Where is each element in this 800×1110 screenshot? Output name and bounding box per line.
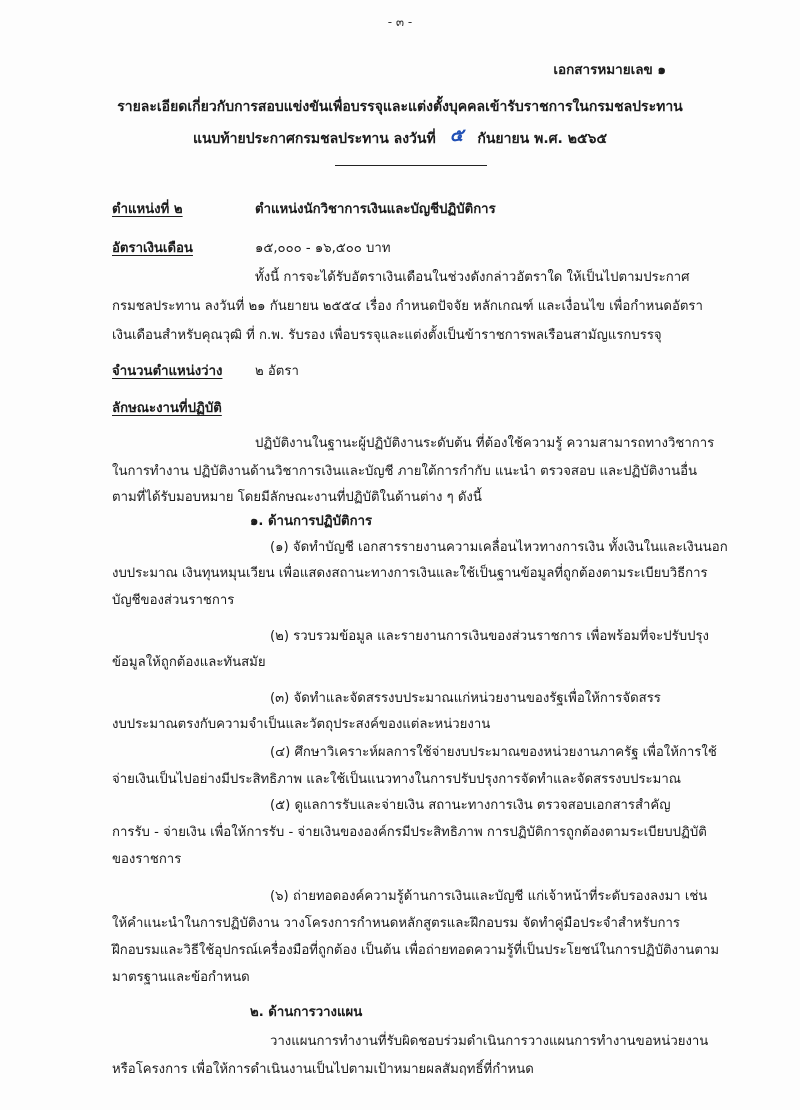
page-number: - ๓ - xyxy=(387,15,413,29)
section1-heading: ๑. ด้านการปฏิบัติการ xyxy=(250,514,373,529)
document-reference: เอกสารหมายเลข ๑ xyxy=(553,62,666,78)
salary-note-line: ทั้งนี้ การจะได้รับอัตราเงินเดือนในช่วงดังกล่าวอัตราใด ให้เป็นไปตามประกาศ xyxy=(255,270,690,285)
duty-item-5: (๕) ดูแลการรับและจ่ายเงิน สถานะทางการเงิน ตรวจสอบเอกสารสำคัญ xyxy=(270,798,671,813)
duty-item-2-cont: ข้อมูลให้ถูกต้องและทันสมัย xyxy=(112,655,266,670)
duty-item-1-cont: บัญชีของส่วนราชการ xyxy=(112,593,235,608)
salary-note-line: เงินเดือนสำหรับคุณวุฒิ ที่ ก.พ. รับรอง เพื่อบรรจุและแต่งตั้งเป็นข้าราชการพลเรือนสามัญแรกบรรจุ xyxy=(112,328,662,343)
document-title-line1: รายละเอียดเกี่ยวกับการสอบแข่งขันเพื่อบรรจุและแต่งตั้งบุคคลเข้ารับราชการในกรมชลประทาน xyxy=(117,99,683,115)
duty-item-5-cont: การรับ - จ่ายเงิน เพื่อให้การรับ - จ่ายเงินขององค์กรมีประสิทธิภาพ การปฏิบัติการถูกต้องตามระเบียบปฏิบัติ xyxy=(112,825,707,840)
salary-note-line: กรมชลประทาน ลงวันที่ ๒๑ กันยายน ๒๕๕๔ เรื่อง กำหนดปัจจัย หลักเกณฑ์ และเงื่อนไข เพื่อกำหนดอัตรา xyxy=(112,299,703,314)
header-divider xyxy=(335,165,487,166)
duty-item-4-cont: จ่ายเงินเป็นไปอย่างมีประสิทธิภาพ และใช้เป็นแนวทางในการปรับปรุงการจัดทำและจัดสรรงบประมาณ xyxy=(112,772,681,787)
duty-item-6: (๖) ถ่ายทอดองค์ความรู้ด้านการเงินและบัญชี แก่เจ้าหน้าที่ระดับรองลงมา เช่น xyxy=(270,889,708,904)
duty-item-3-cont: งบประมาณตรงกับความจำเป็นและวัตถุประสงค์ของแต่ละหน่วยงาน xyxy=(112,717,491,732)
salary-label: อัตราเงินเดือน xyxy=(112,241,193,256)
duty-item-6-cont: ฝึกอบรมและวิธีใช้อุปกรณ์เครื่องมือที่ถูกต้อง เป็นต้น เพื่อถ่ายทอดความรู้ที่เป็นประโยชน์ในการปฏิบัติงานตาม xyxy=(112,943,720,958)
vacancies-value: ๒ อัตรา xyxy=(255,364,299,379)
duties-intro-line: ในการทำงาน ปฏิบัติงานด้านวิชาการเงินและบัญชี ภายใต้การกำกับ แนะนำ ตรวจสอบ และปฏิบัติงานอื่น xyxy=(112,464,698,479)
duty-item-1-cont: งบประมาณ เงินทุนหมุนเวียน เพื่อแสดงสถานะทางการเงินและใช้เป็นฐานข้อมูลที่ถูกต้องตามระเบียบวิธีการ xyxy=(112,566,708,581)
handwritten-day: ๕ xyxy=(449,125,464,146)
duties-label: ลักษณะงานที่ปฏิบัติ xyxy=(112,401,222,416)
position-label: ตำแหน่งที่ ๒ xyxy=(112,202,183,217)
duty-item-4: (๔) ศึกษาวิเคราะห์ผลการใช้จ่ายงบประมาณของหน่วยงานภาครัฐ เพื่อให้การใช้ xyxy=(270,745,717,760)
section2-line: หรือโครงการ เพื่อให้การดำเนินงานเป็นไปตามเป้าหมายผลสัมฤทธิ์ที่กำหนด xyxy=(112,1062,534,1077)
section2-line: วางแผนการทำงานที่รับผิดชอบร่วมดำเนินการวางแผนการทำงานขอหน่วยงาน xyxy=(270,1034,709,1049)
duty-item-1: (๑) จัดทำบัญชี เอกสารรายงานความเคลื่อนไหวทางการเงิน ทั้งเงินในและเงินนอก xyxy=(270,540,728,555)
duties-intro-line: ปฏิบัติงานในฐานะผู้ปฏิบัติงานระดับต้น ที่ต้องใช้ความรู้ ความสามารถทางวิชาการ xyxy=(255,436,715,451)
title-suffix: กันยายน พ.ศ. ๒๕๖๕ xyxy=(477,131,608,147)
position-value: ตำแหน่งนักวิชาการเงินและบัญชีปฏิบัติการ xyxy=(255,202,496,217)
vacancies-label: จำนวนตำแหน่งว่าง xyxy=(112,364,223,379)
duty-item-6-cont: มาตรฐานและข้อกำหนด xyxy=(112,970,250,985)
duty-item-3: (๓) จัดทำและจัดสรรงบประมาณแก่หน่วยงานของรัฐเพื่อให้การจัดสรร xyxy=(270,691,661,706)
document-title-line2 xyxy=(0,122,800,151)
duty-item-5-cont: ของราชการ xyxy=(112,852,182,867)
salary-value: ๑๕,๐๐๐ - ๑๖,๕๐๐ บาท xyxy=(255,241,391,256)
duty-item-6-cont: ให้คำแนะนำในการปฏิบัติงาน วางโครงการกำหนดหลักสูตรและฝึกอบรม จัดทำคู่มือประจำสำหรับการ xyxy=(112,916,680,931)
section2-heading: ๒. ด้านการวางแผน xyxy=(250,1005,363,1020)
duty-item-2: (๒) รวบรวมข้อมูล และรายงานการเงินของส่วนราชการ เพื่อพร้อมที่จะปรับปรุง xyxy=(270,629,709,644)
title-prefix: แนบท้ายประกาศกรมชลประทาน ลงวันที่ xyxy=(192,131,436,147)
duties-intro-line: ตามที่ได้รับมอบหมาย โดยมีลักษณะงานที่ปฏิบัติในด้านต่าง ๆ ดังนี้ xyxy=(112,490,482,505)
